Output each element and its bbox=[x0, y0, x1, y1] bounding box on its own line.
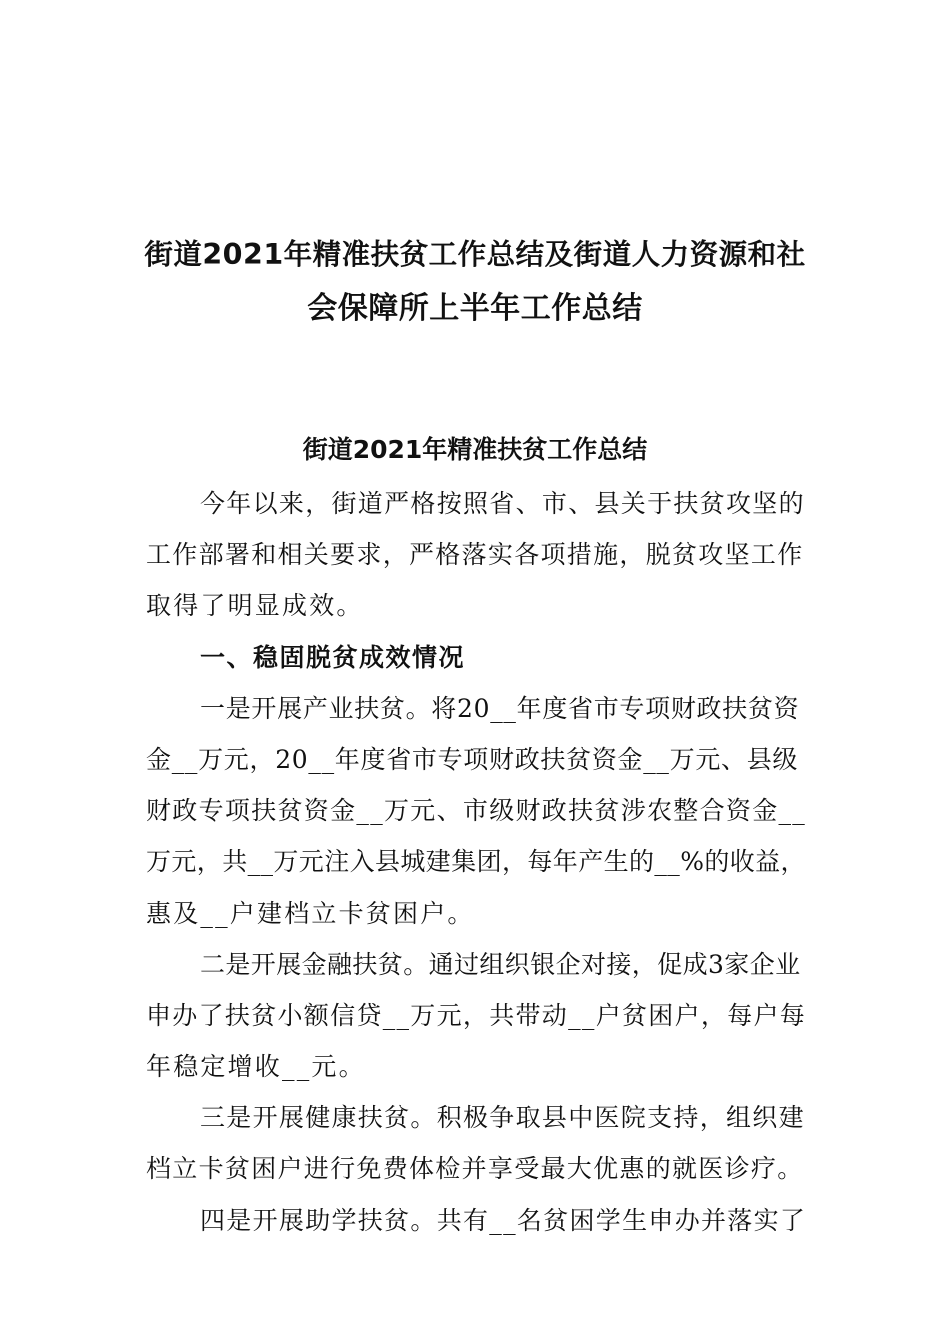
body-text-line: 惠及__户建档立卡贫困户。 bbox=[146, 898, 475, 928]
body-text-line: 工作部署和相关要求，严格落实各项措施，脱贫攻坚工作 bbox=[146, 540, 804, 570]
body-text-line: 财政专项扶贫资金__万元、市级财政扶贫涉农整合资金__ bbox=[146, 796, 806, 826]
body-text-line: 万元，共__万元注入县城建集团，每年产生的__%的收益， bbox=[146, 847, 806, 877]
body-text-line: 一是开展产业扶贫。将20__年度省市专项财政扶贫资 bbox=[200, 693, 800, 723]
section-heading: 一、稳固脱贫成效情况 bbox=[200, 642, 466, 672]
body-text-line: 申办了扶贫小额信贷__万元，共带动__户贫困户，每户每 bbox=[146, 1000, 806, 1030]
section-title: 街道2021年精准扶贫工作总结 bbox=[302, 435, 648, 464]
body-text-line: 四是开展助学扶贫。共有__名贫困学生申办并落实了 bbox=[200, 1205, 806, 1235]
body-text-line: 今年以来，街道严格按照省、市、县关于扶贫攻坚的 bbox=[200, 489, 805, 518]
document-title-line-1: 街道2021年精准扶贫工作总结及街道人力资源和社 bbox=[144, 238, 806, 271]
body-text-line: 二是开展金融扶贫。通过组织银企对接，促成3家企业 bbox=[200, 949, 801, 979]
document-body bbox=[146, 478, 806, 1246]
body-text-line: 取得了明显成效。 bbox=[146, 591, 364, 621]
document-title bbox=[140, 228, 810, 336]
body-text-line: 年稳定增收__元。 bbox=[146, 1052, 366, 1082]
body-text-line: 三是开展健康扶贫。积极争取县中医院支持，组织建 bbox=[200, 1103, 805, 1133]
body-text-line: 档立卡贫困户进行免费体检并享受最大优惠的就医诊疗。 bbox=[146, 1154, 804, 1184]
document-title-line-2: 会保障所上半年工作总结 bbox=[307, 291, 643, 326]
body-text-line: 金__万元，20__年度省市专项财政扶贫资金__万元、县级 bbox=[146, 744, 799, 774]
